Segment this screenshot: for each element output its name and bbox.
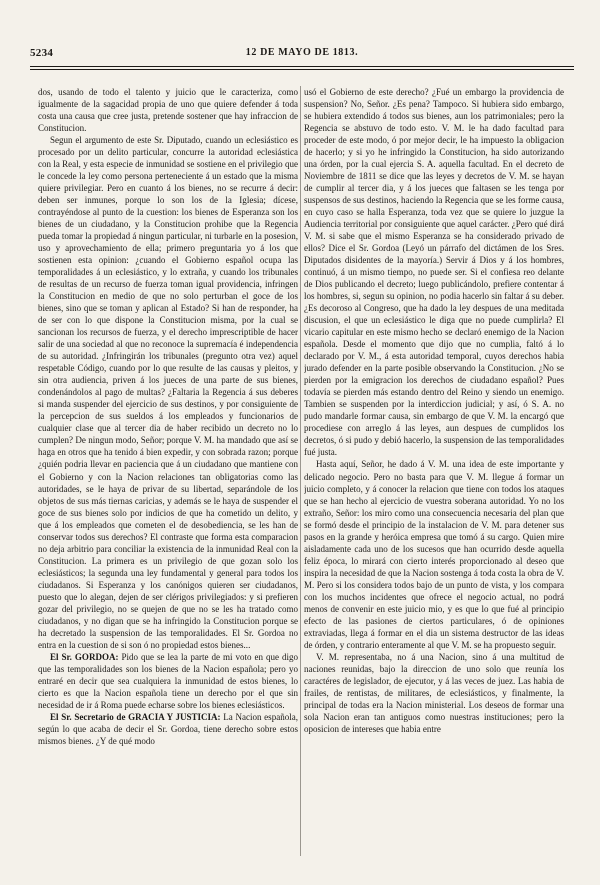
running-head — [30, 47, 574, 63]
paragraph: V. M. representaba, no á una Nacion, sino á una multitud de naciones reunidas, bajo la direccion de uno solo que reunía los caractéres de legislador, de ejecutor, y á las veces de juez. Las habia de frailes, de rentistas, de militares, de eclesiásticos, y finalmente, la principal de todas era la Nacion ministerial. Los deseos de formar una sola Nacion eran tan antiguos como nuestras instituciones; pero la oposicion de intereses que habia entre — [304, 651, 564, 734]
paragraph: Segun el argumento de este Sr. Diputado, cuando un eclesiástico es procesado por un delito particular, concurre la autoridad eclesiástica con la Real, y esta especie de inmunidad se sostiene en el privilegio que le concede la ley como persona perteneciente á un estado que la misma quiere privilegiar. Pero en cuanto á los bienes, no se recurre á decir: deben ser inmunes, porque lo son los de la Iglesia; dícese, contrayéndose al punto de la cuestion: los bienes de Esperanza son los bienes de un ciudadano, y la Constitucion prohibe que la Regencia pueda tomar la propiedad á ningun particular, ni turbarle en la posesion, uso y aprovechamiento de ella; primero preguntaria yo á los que sostienen esta opinion: ¿cuando el Gobierno español ocupa las temporalidades á un eclesiástico, y lo extraña, y cuando los tribunales de resultas de un recurso de fuerza toman igual providencia, infringen la Constitucion en medio de que no solo perturban el goce de los bienes, sino que se toman y aplican al Estado? Si han de responder, ha de ser con lo que dispone la Constitucion misma, por la cual se sancionan los recursos de fuerza, y el derecho imprescriptible de hacer salir de una sociedad al que no reconoce la supremacía é independencia de su autoridad. ¿Infringirán los tribunales (pregunto otra vez) aquel respetable Código, cuando por lo que resulte de las causas y pleitos, y sin otra audiencia, priven á los jueces de una parte de sus bienes, condenándolos al pago de multas? ¿Faltaria la Regencia á sus deberes si manda suspender del ejercicio de sus destinos, y por consiguiente de la percepcion de sus sueldos á los empleados y funcionarios de cualquier clase que al tercer dia de haber recibido un decreto no lo cumplen? De ningun modo, Señor; porque V. M. ha mandado que así se haga en otros que ha tenido á bien expedir, y con sobrada razon; porque ¿quién podria llevar en paciencia que á un ciudadano que mantiene con el Gobierno y con la Nacion relaciones tan obligatorias como las autoridades, se le haya de privar de su libertad, separándole de los objetos de sus más tiernas caricias, y además se le haya de suspender el goce de sus bienes solo por indicios de que ha cometido un delito, y que á los empleados que cometen el de desobediencia, se les han de conservar todos sus derechos? El contraste que forma esta comparacion no deja arbitrio para conciliar la existencia de la inmunidad Real con la Constitucion. La primera es un privilegio de que gozan solo los eclesiásticos; la segunda una ley fundamental y general para todos los ciudadanos. Si Esperanza y los canónigos quieren ser ciudadanos, puesto que lo alegan, dejen de ser clérigos privilegiados: y si prefieren gozar del privilegio, no se quejen de que no se les ha tratado como ciudadanos, y no digan que se ha infringido la Constitucion porque se ha decretado la suspension de las temporalidades. El Sr. Gordoa no entra en la cuestion de si son ó no propiedad estos bienes... — [38, 135, 298, 650]
speech-text: Pido que se lea la parte de mi voto en que digo que las temporalidades son los bienes de la Nacion española; pero yo entraré en decir que sea cualquiera la inmunidad de estos bienes, lo cierto es que la Nacion española tiene un derecho por el que sin necesidad de ir á Roma puede echarse sobre los bienes eclesiásticos. — [38, 651, 298, 710]
paragraph: dos, usando de todo el talento y juicio que le caracteriza, como igualmente de la sagacidad propia de uno que quiere defender á toda costa una causa que cree justa, pretende sostener que hay infraccion de Constitucion. — [38, 87, 298, 134]
header-rule — [30, 66, 574, 67]
right-column — [304, 86, 564, 876]
header-date: 12 DE MAYO DE 1813. — [245, 47, 359, 58]
column-divider — [300, 86, 301, 856]
speaker-name: El Sr. Secretario de GRACIA Y JUSTICIA: — [50, 711, 221, 722]
speech-text: La Nacion española, según lo que acaba de decir el Sr. Gordoa, tiene derecho sobre estos mismos bienes. ¿Y de qué modo — [38, 711, 298, 746]
speaker-name: El Sr. GORDOA: — [50, 651, 119, 662]
paragraph: usó el Gobierno de este derecho? ¿Fué un embargo la providencia de suspension? No, Señor. ¿Es pena? Tampoco. Si hubiera sido embargo, se hubiera extendido á todos sus bienes, aun los patrimoniales; pero la Regencia se abstuvo de todo esto. V. M. le ha dado facultad para proceder de este modo, ó por mejor decir, le ha impuesto la obligacion de hacerlo; y si yo he infringido la Constitucion, ha sido autorizando una órden, por la cual ejercia S. A. aquella facultad. En el decreto de Noviembre de 1811 se dice que las leyes y decretos de V. M. se hayan de cumplir al tercer dia, y á los jueces que faltasen se les tenga por suspensos de sus destinos, haciendo la Regencia que se les forme causa, en cuyo caso se halla Esperanza, toda vez que se quiere lo juzgue la Audiencia territorial por consiguiente que aquel carácter. ¿Pero qué dirá V. M. si sabe que el mismo Esperanza se ha considerado privado de ellos? Dice el Sr. Gordoa (Leyó un párrafo del dictámen de los Sres. Diputados disidentes de la mayoría.) Servir á Dios y á los hombres, continuó, á un mismo tiempo, no puede ser. Si el confiesa reo delante de Dios publicando el decreto; luego publicándolo, prefiere contentar á los hombres, si, segun su opinion, no podia hacerlo sin faltar á su deber. ¿Es decoroso al Congreso, que ha dado la ley despues de una meditada discusion, el que un eclesiástico le diga que no puede cumplirla? El vicario capitular en este mismo hecho se declaró enemigo de la Nacion española. Desde el momento que dijo que no cumplia, faltó á lo declarado por V. M., á esta autoridad temporal, cuyos derechos habia jurado defender en la parte posible observando la Constitucion. ¿No se pierden por la emigracion los derechos de ciudadano español? Pues todavía se pierden más estando dentro del Reino y siendo un enemigo. Tambien se suspenden por la interdiccion judicial; y así, ó S. A. no pudo mandarle formar causa, sin embargo de que V. M. la encargó que procediese con arreglo á las leyes, aun despues de cumplidos los decretos, ó si pudo y debió hacerlo, la suspension de las temporalidades fué justa. — [304, 87, 564, 458]
left-column — [38, 86, 298, 876]
speech-secretario — [38, 711, 298, 747]
speech-gordoa — [38, 651, 298, 711]
header-rule-secondary — [30, 69, 574, 70]
paragraph: Hasta aquí, Señor, he dado á V. M. una idea de este importante y delicado negocio. Pero no basta para que V. M. llegue á formar un juicio completo, y á conocer la relacion que tiene con todos los ataques que se han hecho al ejercicio de vuestra soberana autoridad. Yo no los extraño, Señor: los miro como una consecuencia necesaria del plan que se formó desde el principio de la instalacion de V. M. para detener sus pasos en la grande y heróica empresa que tomó á su cargo. Quien mire aisladamente cada uno de los sucesos que han ocurrido desde aquella feliz época, lo mirará con cierto interés proporcionado al deseo que inspira la necesidad de que la Nacion sostenga á toda costa la obra de V. M. Pero si los considera todos bajo de un punto de vista, y los compara con los muchos incidentes que ofrece el negocio actual, no podrá menos de convenir en este juicio mio, y es que lo que fué al principio efecto de las pasiones de ciertos particulares, ó de opiniones extraviadas, llega á formar en el dia un sistema destructor de las ideas de órden, y contrario enteramente al que V. M. se ha propuesto seguir. — [304, 459, 564, 650]
page-number: 5234 — [30, 47, 54, 59]
